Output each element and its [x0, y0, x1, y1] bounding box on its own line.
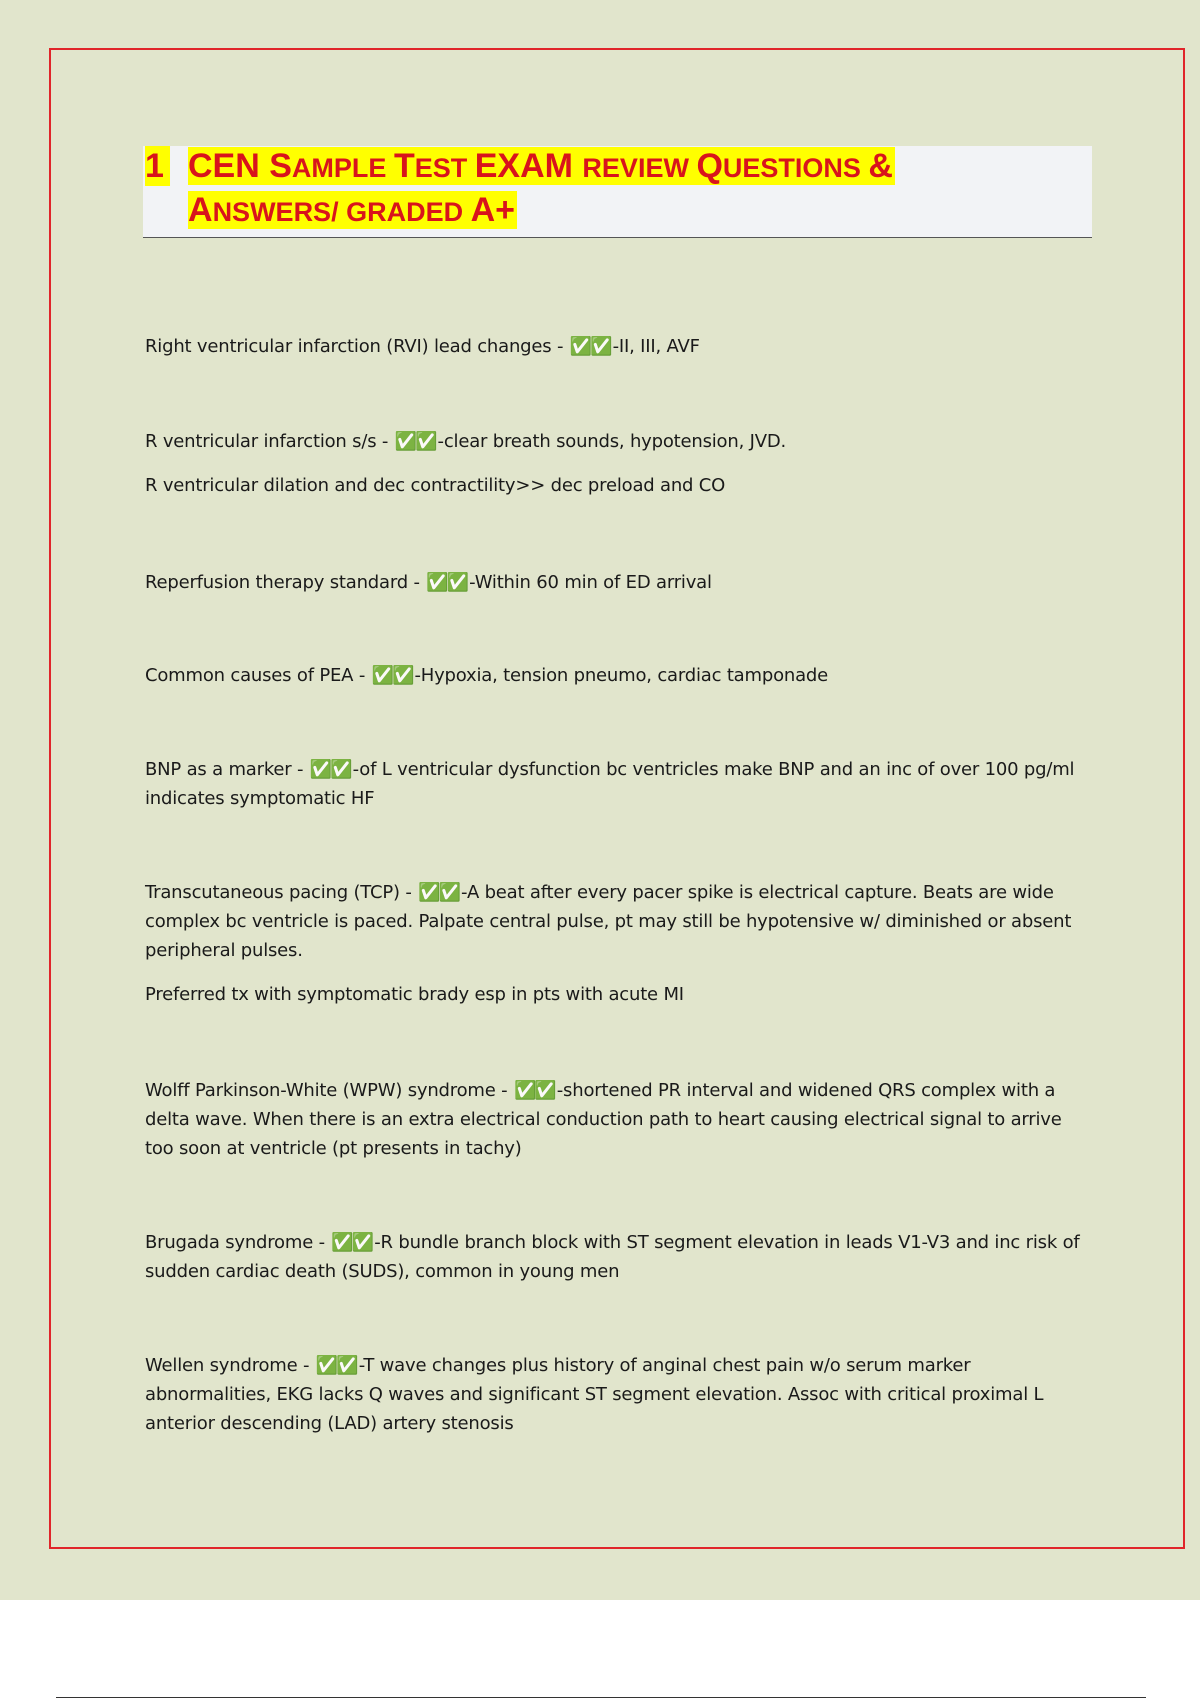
title-segment: UESTIONS [722, 153, 869, 183]
qa-question: R ventricular infarction s/s - [145, 431, 394, 452]
title-number: 1 [145, 146, 170, 186]
title-segment: EXAM [474, 147, 583, 185]
qa-answer: -of L ventricular dysfunction bc ventricles make BNP and an inc of over 100 pg/ml indicates symptomatic HF [145, 759, 1075, 809]
title-segment: CEN [188, 147, 270, 185]
qa-answer: -Hypoxia, tension pneumo, cardiac tamponade [414, 665, 829, 686]
title-segment: A+ [470, 191, 516, 229]
qa-entry [145, 427, 1095, 456]
title-segment: AMPLE [291, 153, 394, 183]
qa-entry [145, 1351, 1095, 1438]
title-line-2-text [188, 191, 517, 229]
qa-question: BNP as a marker - [145, 759, 309, 780]
qa-question: Reperfusion therapy standard - [145, 572, 426, 593]
title-segment: Q [696, 147, 723, 185]
double-check-icon: ✅✅ [371, 665, 413, 686]
qa-answer: -II, III, AVF [612, 336, 700, 357]
qa-entry [145, 755, 1095, 813]
qa-answer: -Within 60 min of ED arrival [469, 572, 712, 593]
qa-item [145, 427, 1095, 500]
double-check-icon: ✅✅ [309, 759, 351, 780]
qa-entry [145, 661, 1095, 690]
double-check-icon: ✅✅ [394, 431, 436, 452]
qa-answer: -shortened PR interval and widened QRS complex with a delta wave. When there is an extra electrical conduction path to heart causing electrical signal to arrive too soon at ventricle (pt presents in tachy) [145, 1080, 1062, 1159]
qa-item [145, 568, 1095, 597]
double-check-icon: ✅✅ [418, 882, 460, 903]
title-line-1-text [188, 147, 895, 185]
title-segment: REVIEW [582, 153, 697, 183]
qa-item [145, 661, 1095, 690]
double-check-icon: ✅✅ [513, 1080, 555, 1101]
qa-entry [145, 878, 1095, 965]
title-segment: A [188, 191, 213, 229]
title-segment: NSWERS/ GRADED [212, 197, 471, 227]
qa-item [145, 1076, 1095, 1163]
qa-entry [145, 568, 1095, 597]
qa-item [145, 878, 1095, 1009]
double-check-icon: ✅✅ [315, 1355, 357, 1376]
qa-question: Wellen syndrome - [145, 1355, 315, 1376]
title-line-2 [188, 190, 517, 232]
double-check-icon: ✅✅ [331, 1232, 373, 1253]
qa-item [145, 755, 1095, 813]
qa-entry [145, 1076, 1095, 1163]
qa-item [145, 332, 1095, 361]
qa-question: Right ventricular infarction (RVI) lead changes - [145, 336, 569, 357]
qa-answer: -clear breath sounds, hypotension, JVD. [437, 431, 787, 452]
qa-note: Preferred tx with symptomatic brady esp in pts with acute MI [145, 984, 684, 1005]
title-segment: S [269, 147, 292, 185]
qa-entry [145, 332, 1095, 361]
qa-note: R ventricular dilation and dec contractility>> dec preload and CO [145, 475, 726, 496]
title-line-1 [188, 146, 895, 188]
qa-question: Wolff Parkinson-White (WPW) syndrome - [145, 1080, 513, 1101]
qa-answer: -T wave changes plus history of anginal chest pain w/o serum marker abnormalities, EKG lacks Q waves and significant ST segment elevation. Assoc with critical proximal L anterior descending (LAD) artery stenosis [145, 1355, 1044, 1434]
qa-question: Common causes of PEA - [145, 665, 371, 686]
title-segment: T [393, 147, 415, 185]
qa-item [145, 1351, 1095, 1438]
qa-answer: -R bundle branch block with ST segment elevation in leads V1-V3 and inc risk of sudden cardiac death (SUDS), common in young men [145, 1232, 1080, 1282]
footer-divider [56, 1697, 1146, 1698]
qa-question: Transcutaneous pacing (TCP) - [145, 882, 418, 903]
qa-answer: -A beat after every pacer spike is electrical capture. Beats are wide complex bc ventricle is paced. Palpate central pulse, pt may still be hypotensive w/ diminished or absent peripheral pulses. [145, 882, 1072, 961]
double-check-icon: ✅✅ [426, 572, 468, 593]
title-segment: & [868, 147, 893, 185]
title-segment: EST [414, 153, 475, 183]
double-check-icon: ✅✅ [569, 336, 611, 357]
qa-item [145, 1228, 1095, 1286]
qa-question: Brugada syndrome - [145, 1232, 331, 1253]
qa-entry [145, 1228, 1095, 1286]
document-title [143, 146, 1092, 238]
